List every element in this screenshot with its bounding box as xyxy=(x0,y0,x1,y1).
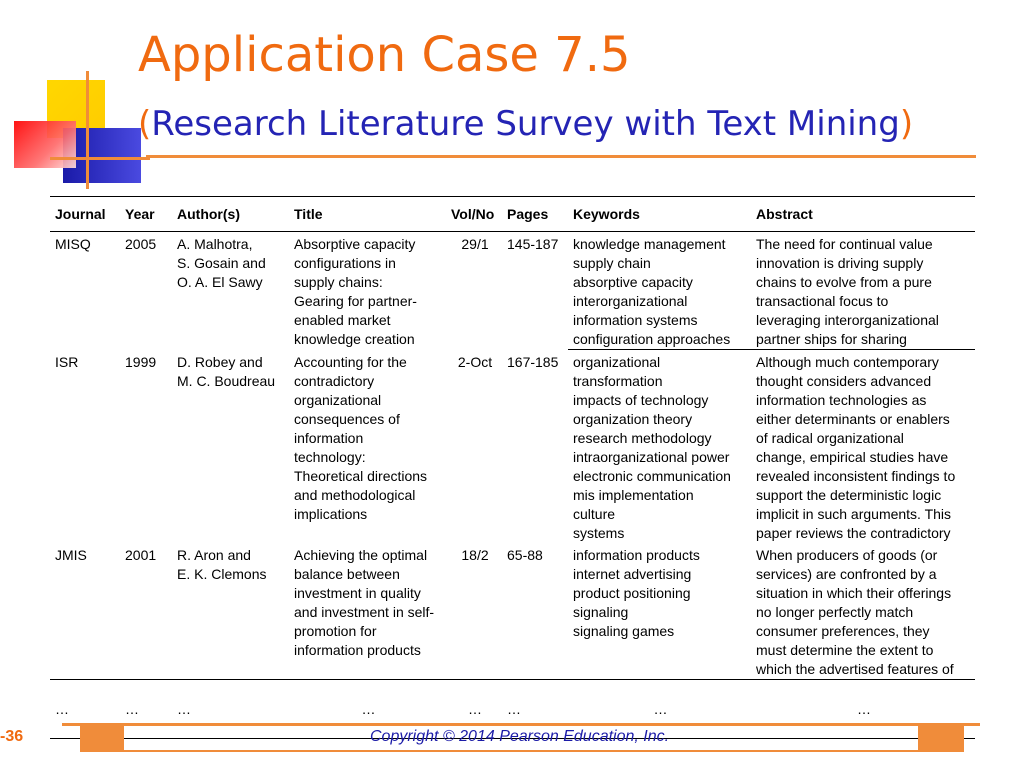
footer-bottom-line xyxy=(80,750,964,752)
table-row xyxy=(50,232,975,350)
title-line: knowledge creation xyxy=(294,331,415,347)
abstract-line: Although much contemporary xyxy=(756,354,939,370)
title-line: Achieving the optimal xyxy=(294,547,428,563)
keyword-line: electronic communication xyxy=(573,468,731,484)
subtitle-open-paren: ( xyxy=(138,104,152,144)
abstract-line: implicit in such arguments. This xyxy=(756,506,952,522)
subtitle-close-paren: ) xyxy=(899,104,914,144)
abstract-line: must determine the extent to xyxy=(756,642,934,658)
title-line: enabled market xyxy=(294,312,391,328)
title-line: balance between xyxy=(294,566,400,582)
keyword-line: information systems xyxy=(573,312,698,328)
cell-keywords xyxy=(568,543,751,679)
cell-vol-no: 29/1 xyxy=(461,236,489,252)
abstract-line: consumer preferences, they xyxy=(756,623,930,639)
cell-pages: 65-88 xyxy=(507,547,543,563)
abstract-line: thought considers advanced xyxy=(756,373,932,389)
keyword-line: supply chain xyxy=(573,255,651,271)
keyword-line: absorptive capacity xyxy=(573,274,693,290)
title-line: supply chains: xyxy=(294,274,383,290)
keyword-line: signaling games xyxy=(573,623,675,639)
cell-year: 2005 xyxy=(125,236,157,252)
footer-bar xyxy=(62,723,980,726)
abstract-line: change, empirical studies have xyxy=(756,449,949,465)
abstract-line: transactional focus to xyxy=(756,293,889,309)
ellipsis-title: … xyxy=(289,680,446,739)
cell-vol-no: 2-Oct xyxy=(457,353,493,370)
title-line: consequences of xyxy=(294,410,400,427)
keyword-line: internet advertising xyxy=(573,566,692,582)
cell-keywords xyxy=(568,232,751,350)
copyright-notice: Copyright © 2014 Pearson Education, Inc. xyxy=(370,728,670,745)
title-line: Gearing for partner- xyxy=(294,293,417,309)
title-line: information xyxy=(294,429,364,446)
abstract-line: no longer perfectly match xyxy=(756,604,914,620)
cell-abstract xyxy=(751,543,975,679)
abstract-line: either determinants or enablers xyxy=(756,411,950,427)
subtitle-text: Research Literature Survey with Text Mining xyxy=(151,104,900,144)
ellipsis-authors: … xyxy=(172,680,289,739)
page-number: -36 xyxy=(0,728,24,745)
abstract-line: chains to evolve from a pure xyxy=(756,274,932,290)
title-line: and methodological xyxy=(294,486,416,503)
ellipsis-pages: … xyxy=(502,680,568,739)
abstract-line: partner ships for sharing xyxy=(756,331,907,347)
ellipsis-abstract: … xyxy=(751,680,975,739)
title-line: investment in quality xyxy=(294,585,421,601)
cell-title xyxy=(289,232,446,350)
table-row xyxy=(50,543,975,679)
ellipsis-vol-no: … xyxy=(446,680,502,739)
keyword-line: research methodology xyxy=(573,430,712,446)
keyword-line: knowledge management xyxy=(573,236,726,252)
author-line: O. A. El Sawy xyxy=(177,274,263,290)
abstract-line: support the deterministic logic xyxy=(756,487,942,503)
cell-abstract xyxy=(751,232,975,350)
cell-journal: JMIS xyxy=(55,547,87,563)
title-line: Theoretical directions xyxy=(294,467,428,484)
cell-title xyxy=(289,543,446,679)
author-line: R. Aron and xyxy=(177,547,251,563)
abstract-line: services) are confronted by a xyxy=(756,566,937,582)
decorative-red-square xyxy=(14,121,76,168)
cell-pages: 167-185 xyxy=(507,353,559,370)
author-line: M. C. Boudreau xyxy=(177,372,276,389)
title-line: Accounting for the xyxy=(294,353,407,370)
abstract-line: revealed inconsistent findings to xyxy=(756,468,956,484)
title-line: Absorptive capacity xyxy=(294,236,416,252)
footer-left-block xyxy=(80,726,124,750)
cell-vol-no: 18/2 xyxy=(461,547,489,563)
column-header-year: Year xyxy=(120,197,172,232)
author-line: A. Malhotra, xyxy=(177,236,253,252)
keyword-line: signaling xyxy=(573,604,629,620)
keyword-line: product positioning xyxy=(573,585,691,601)
slide-subtitle xyxy=(138,104,913,145)
keyword-line: information products xyxy=(573,547,700,563)
abstract-line: which the advertised features of xyxy=(756,661,954,677)
literature-table xyxy=(50,196,975,739)
decorative-horizontal-line xyxy=(50,157,150,160)
author-line: E. K. Clemons xyxy=(177,566,267,582)
keyword-line: configuration approaches xyxy=(573,331,731,347)
abstract-line: When producers of goods (or xyxy=(756,547,938,563)
cell-journal: MISQ xyxy=(55,236,91,252)
column-header-pages: Pages xyxy=(502,197,568,232)
title-line: information products xyxy=(294,642,421,658)
cell-year: 2001 xyxy=(125,547,157,563)
column-header-abstract: Abstract xyxy=(751,197,975,232)
keyword-line: culture xyxy=(573,506,616,522)
abstract-line: paper reviews the contradictory xyxy=(756,525,951,541)
column-header-vol-no: Vol/No xyxy=(446,197,502,232)
author-line: D. Robey and xyxy=(177,353,263,370)
title-line: contradictory xyxy=(294,372,375,389)
ellipsis-journal: … xyxy=(50,680,120,739)
cell-title xyxy=(289,350,446,544)
decorative-vertical-line xyxy=(86,71,89,189)
column-header-keywords: Keywords xyxy=(568,197,751,232)
abstract-line: innovation is driving supply xyxy=(756,255,924,271)
abstract-line: leveraging interorganizational xyxy=(756,312,939,328)
keyword-line: mis implementation xyxy=(573,487,694,503)
cell-keywords xyxy=(568,350,751,544)
table-row xyxy=(50,350,975,544)
cell-pages: 145-187 xyxy=(507,236,559,252)
keyword-line: interorganizational xyxy=(573,293,688,309)
abstract-line: The need for continual value xyxy=(756,236,933,252)
keyword-line: organization theory xyxy=(573,411,693,427)
keyword-line: organizational xyxy=(573,354,661,370)
author-line: S. Gosain and xyxy=(177,255,266,271)
title-line: implications xyxy=(294,505,368,522)
title-underline xyxy=(146,155,976,158)
keyword-line: transformation xyxy=(573,373,663,389)
abstract-line: situation in which their offerings xyxy=(756,585,952,601)
column-header-authors: Author(s) xyxy=(172,197,289,232)
cell-abstract xyxy=(751,350,975,544)
title-line: and investment in self- xyxy=(294,604,435,620)
abstract-line: of radical organizational xyxy=(756,430,904,446)
abstract-line: information technologies as xyxy=(756,392,927,408)
title-line: organizational xyxy=(294,391,382,408)
keyword-line: impacts of technology xyxy=(573,392,709,408)
ellipsis-keywords: … xyxy=(568,680,751,739)
title-line: technology: xyxy=(294,448,366,465)
cell-authors xyxy=(172,350,289,544)
keyword-line: intraorganizational power xyxy=(573,449,730,465)
footer-right-block xyxy=(918,726,964,750)
keyword-line: systems xyxy=(573,525,625,541)
title-line: configurations in xyxy=(294,255,396,271)
table-header-row xyxy=(50,197,975,232)
cell-journal: ISR xyxy=(55,353,79,370)
cell-authors xyxy=(172,232,289,350)
ellipsis-year: … xyxy=(120,680,172,739)
column-header-title: Title xyxy=(289,197,446,232)
title-line: promotion for xyxy=(294,623,377,639)
cell-authors xyxy=(172,543,289,679)
column-header-journal: Journal xyxy=(50,197,120,232)
cell-year: 1999 xyxy=(125,353,157,370)
slide-title: Application Case 7.5 xyxy=(138,27,631,83)
